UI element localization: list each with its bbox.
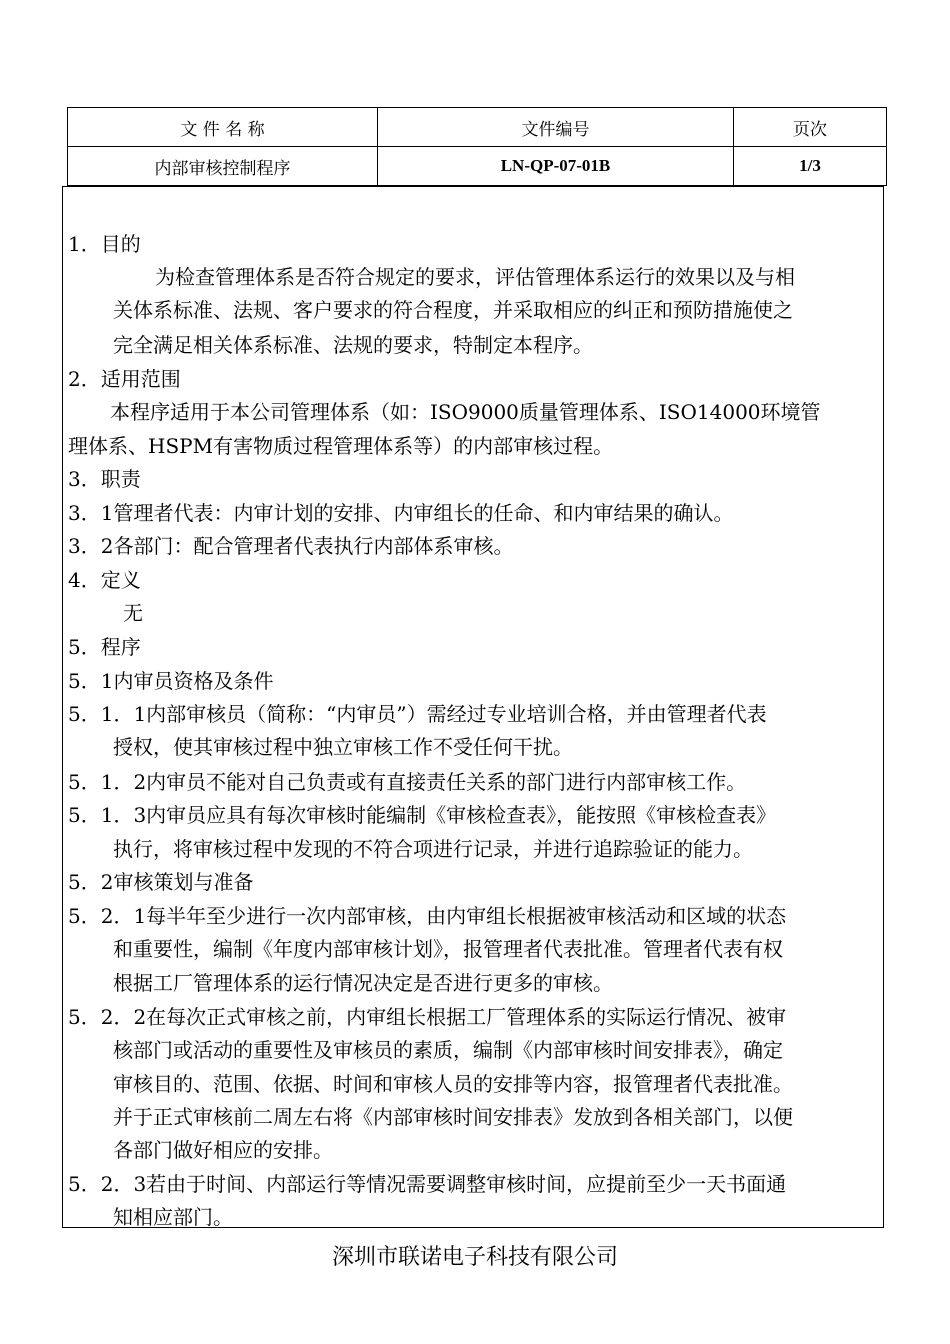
body-text-line: 无	[123, 601, 143, 625]
body-text-line: 5．2．3若由于时间、内部运行等情况需要调整审核时间，应提前至少一天书面通	[68, 1172, 787, 1196]
body-text-line: 审核目的、范围、依据、时间和审核人员的安排等内容，报管理者代表批准。	[113, 1072, 793, 1096]
body-text-line: 根据工厂管理体系的运行情况决定是否进行更多的审核。	[113, 971, 613, 995]
body-text-line: 完全满足相关体系标准、法规的要求，特制定本程序。	[113, 333, 593, 357]
body-text-line: 本程序适用于本公司管理体系（如：ISO9000质量管理体系、ISO14000环境管	[110, 400, 821, 424]
body-text-line: 3．2各部门：配合管理者代表执行内部体系审核。	[68, 534, 514, 558]
company-footer: 深圳市联诺电子科技有限公司	[331, 1245, 618, 1270]
body-text-line: 5．2．1每半年至少进行一次内部审核，由内审组长根据被审核活动和区域的状态	[68, 904, 787, 928]
body-text-line: 和重要性，编制《年度内部审核计划》，报管理者代表批准。管理者代表有权	[113, 937, 783, 961]
body-text-line: 关体系标准、法规、客户要求的符合程度，并采取相应的纠正和预防措施使之	[113, 298, 793, 322]
page-label: 页次	[734, 108, 887, 147]
body-text-line: 执行，将审核过程中发现的不符合项进行记录，并进行追踪验证的能力。	[113, 837, 753, 861]
header-label-row	[68, 108, 887, 147]
body-text-line: 5．1．3内审员应具有每次审核时能编制《审核检查表》，能按照《审核检查表》	[68, 803, 777, 827]
body-text-line: 3．1管理者代表：内审计划的安排、内审组长的任命、和内审结果的确认。	[68, 501, 734, 525]
page-value: 1/3	[734, 147, 887, 186]
header-value-row	[68, 147, 887, 186]
body-text-line: 理体系、HSPM有害物质过程管理体系等）的内部审核过程。	[68, 434, 614, 458]
section-heading: 4．定义	[68, 568, 141, 592]
subsection-heading: 5．1内审员资格及条件	[68, 669, 274, 693]
body-text-line: 5．2．2在每次正式审核之前，内审组长根据工厂管理体系的实际运行情况、被审	[68, 1005, 787, 1029]
body-text-line: 5．1．1内部审核员（简称：“内审员”）需经过专业培训合格，并由管理者代表	[68, 702, 767, 726]
body-text-line: 为检查管理体系是否符合规定的要求，评估管理体系运行的效果以及与相	[155, 265, 795, 289]
section-heading: 2．适用范围	[68, 367, 181, 391]
body-text-line: 核部门或活动的重要性及审核员的素质，编制《内部审核时间安排表》，确定	[113, 1038, 783, 1062]
body-text-line: 知相应部门。	[113, 1205, 233, 1229]
section-heading: 5．程序	[68, 635, 141, 659]
document-header-table	[67, 107, 887, 186]
section-heading: 3．职责	[68, 467, 141, 491]
section-heading: 1．目的	[68, 232, 141, 256]
body-text-line: 各部门做好相应的安排。	[113, 1138, 333, 1162]
doc-number-label: 文件编号	[378, 108, 734, 147]
body-text-line: 并于正式审核前二周左右将《内部审核时间安排表》发放到各相关部门，以便	[113, 1105, 793, 1129]
body-text-line: 授权，使其审核过程中独立审核工作不受任何干扰。	[113, 735, 573, 759]
subsection-heading: 5．2审核策划与准备	[68, 870, 254, 894]
doc-name-label: 文 件 名 称	[68, 108, 378, 147]
body-text-line: 5．1．2内审员不能对自己负责或有直接责任关系的部门进行内部审核工作。	[68, 770, 747, 794]
doc-name-value: 内部审核控制程序	[68, 147, 378, 186]
doc-number-value: LN-QP-07-01B	[378, 147, 734, 186]
